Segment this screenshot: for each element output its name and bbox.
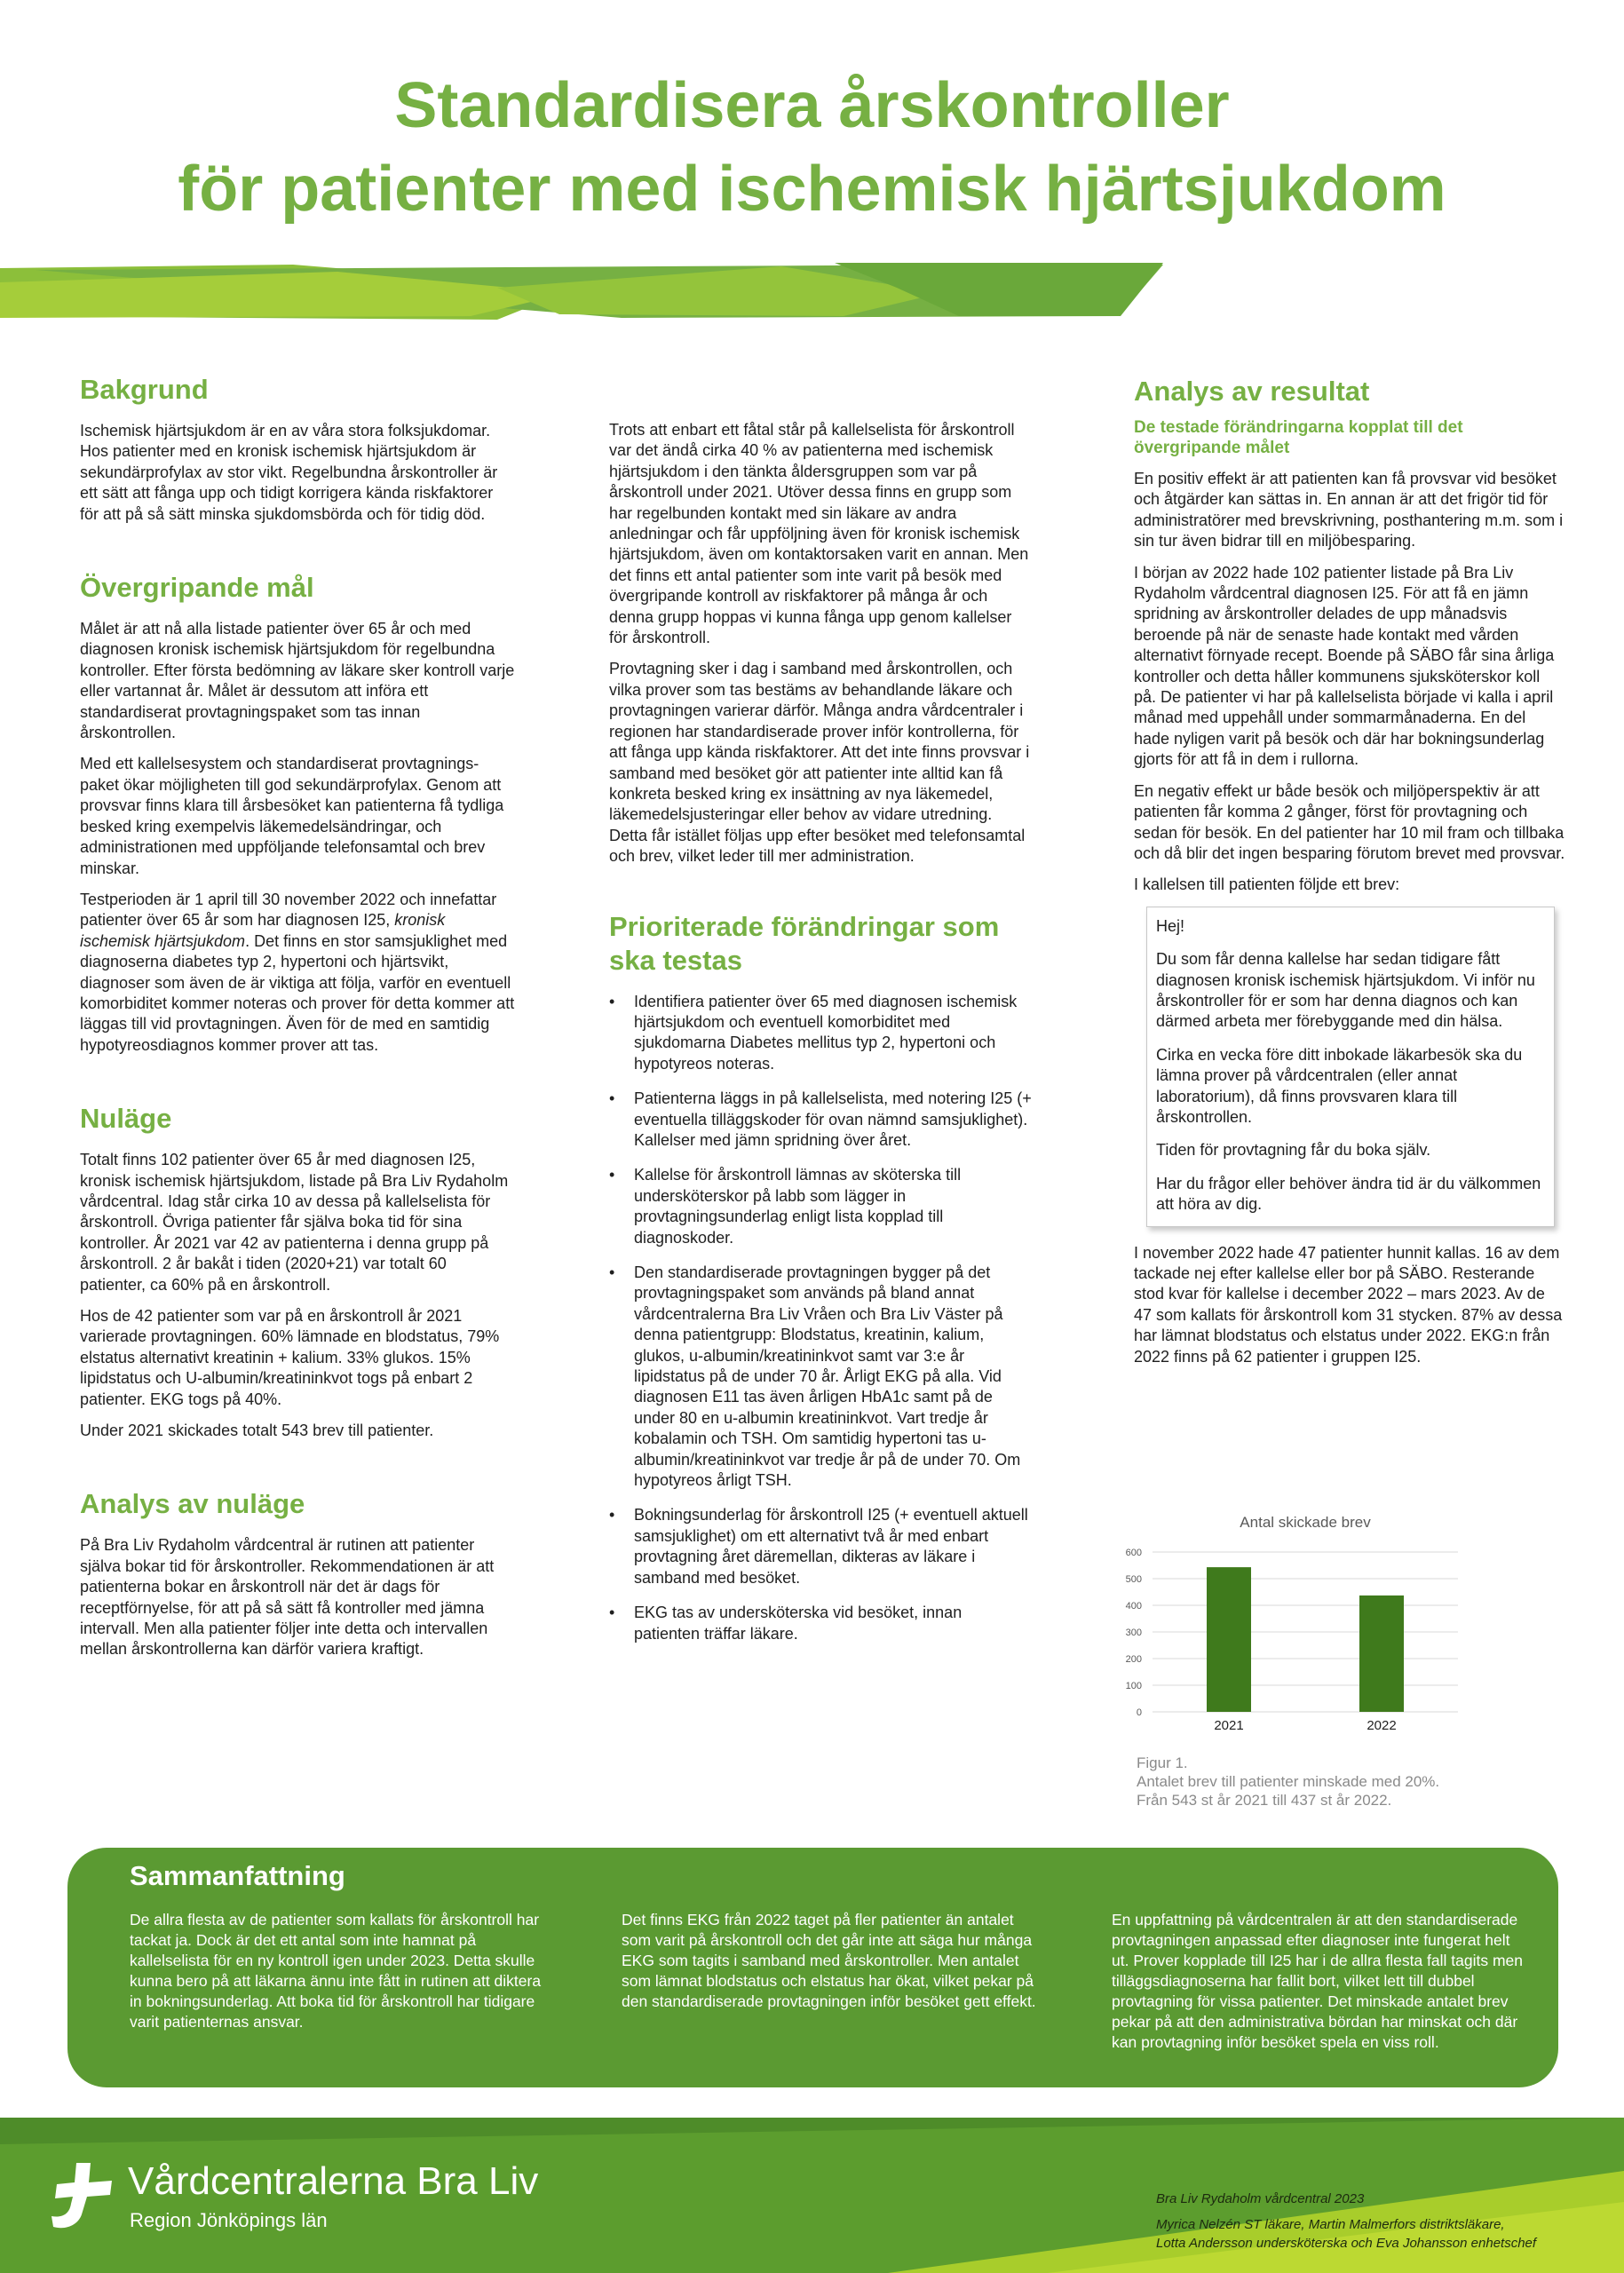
heading-prioriterade-forandringar: Prioriterade förändringar som ska testas bbox=[609, 910, 1000, 976]
title-line-1: Standardisera årskontroller bbox=[394, 70, 1230, 141]
diagnosis-name-italic: kronisk ischemisk hjärtsjukdom bbox=[80, 911, 446, 950]
analys-nulage-text: På Bra Liv Rydaholm vårdcentral är rutinen att patienter själva bokar tid för årskontroller. Rekommendationen är att patienterna bokar en årskontroll när det är dags för receptförnyelse, för att på så sätt få kontroller med jämna intervall. Men alla patienter följer inte detta och intervallen mellan årskontrollerna kan därför variera kraftigt. bbox=[80, 1536, 495, 1659]
list-item: • Patienterna läggs in på kallelselista, med notering I25 (+ eventuella tilläggskoder för ovan nämnd samsjuklighet). Kallelser med jämn spridning över året. bbox=[634, 1089, 1032, 1151]
subheading-forandringar: De testade förändringarna kopplat till det övergripande målet bbox=[1134, 418, 1463, 457]
summary-column-1: De allra flesta av de patienter som kallats för årskontroll har tackat ja. Dock är det ett antal som inte hamnat på kallelselista för en ny kontroll igen under 2023. Detta skulle kunna bero på att läkarna ännu inte fått in rutinen att diktera in bokningsunderlag. Att boka tid för årskontroll har tidigare varit patienternas ansvar. bbox=[130, 1911, 542, 2031]
credits-line-1: Bra Liv Rydaholm vårdcentral 2023 bbox=[1156, 2191, 1365, 2206]
letters-bar-chart bbox=[1121, 1509, 1476, 1740]
y-tick-label: 600 bbox=[1125, 1548, 1142, 1558]
middle-column bbox=[609, 420, 1032, 1659]
letter-paragraph-4: Har du frågor eller behöver ändra tid är du välkommen att höra av dig. bbox=[1156, 1174, 1541, 1214]
bra-liv-logo-icon bbox=[46, 2159, 119, 2232]
patient-letter-box bbox=[1146, 907, 1555, 1227]
list-item: • Bokningsunderlag för årskontroll I25 (+ eventuell aktuell samsjuklighet) om ett alternativt två år med enbart provtagning året däremellan, dikteras av läkare i samband med besöket. bbox=[634, 1505, 1032, 1588]
figure-caption-line-3: Från 543 st år 2021 till 437 st år 2022. bbox=[1137, 1792, 1392, 1809]
heading-nulage: Nuläge bbox=[80, 1103, 172, 1135]
figure-label: Figur 1. bbox=[1137, 1754, 1188, 1771]
title-line-2: för patienter med ischemisk hjärtsjukdom bbox=[178, 154, 1446, 225]
decorative-banner bbox=[0, 263, 1624, 320]
logo-region: Region Jönköpings län bbox=[130, 2209, 328, 2231]
resultat-paragraph-1: En positiv effekt är att patienten kan få provsvar vid besöket och åtgärder kan sättas in. En annan är att det frigör tid för administratörer med brevskrivning, posthantering m.m. som i sin tur även bidrar till en miljöbesparing. bbox=[1134, 470, 1564, 550]
figure-caption-line-2: Antalet brev till patienter minskade med 20%. bbox=[1137, 1773, 1440, 1790]
summary-panel bbox=[67, 1848, 1558, 2087]
chart-title: Antal skickade brev bbox=[1240, 1514, 1371, 1531]
mal-paragraph-1: Målet är att nå alla listade patienter över 65 år och med diagnosen kronisk ischemisk hjärtsjukdom för regelbundna kontroller. Efter första bedömning av läkare sker kontroll varje eller vartannat år. Målet är dessutom att införa ett standardiserat provtagningspaket som tas innan årskontrollen. bbox=[80, 620, 515, 742]
summary-column-3: En uppfattning på vårdcentralen är att den standardiserade provtagningen anpassad efter diagnoser inte fungerat helt ut. Prover kopplade till I25 har i de allra flesta fall tagits men tilläggsdiagnoserna har fallit bort, vilket lett till dubbel provtagning för vissa patienter. Det minskade antalet brev pekar på att den administrativa bördan har minskat och där kan provtagning inför besöket spela en viss roll. bbox=[1112, 1911, 1524, 2051]
nulage-paragraph-3: Under 2021 skickades totalt 543 brev till patienter. bbox=[80, 1422, 434, 1440]
heading-analys-av-nulage: Analys av nuläge bbox=[80, 1488, 305, 1520]
y-tick-label: 200 bbox=[1125, 1654, 1142, 1665]
bar-2022 bbox=[1359, 1596, 1404, 1712]
mal-paragraph-3-end: . Det finns en stor samsjuklighet med diagnoserna diabetes typ 2, hypertoni och hjärtsvikt, diagnoser som även de är viktiga att följa, varför en eventuell komorbiditet kommer noteras och prover för detta kommer att läggas till vid provtagningen. Även för de med en samtidig hypotyreosdiagnos kommer prover att tas. bbox=[80, 931, 515, 1054]
heading-bakgrund: Bakgrund bbox=[80, 374, 209, 405]
heading-overgripande-mal: Övergripande mål bbox=[80, 572, 314, 604]
x-tick-label: 2021 bbox=[1214, 1718, 1244, 1733]
mal-paragraph-2: Med ett kallelsesystem och standardiserat provtagnings-paket ökar möjligheten till god sekundärprofylax. Genom att provsvar finns klara till årsbesöket kan patienterna få tydliga besked kring exempelvis läkemedelsändringar, och administrationen med uppföljande telefonsamtal och brev minskar. bbox=[80, 755, 504, 877]
list-item: • Den standardiserade provtagningen bygger på det provtagningspaket som används på bland annat vårdcentralerna Bra Liv Vråen och Bra Liv Väster på denna patientgrupp: Blodstatus, kreatinin, kalium, glukos, u-albumin/kreatininkvot samt var 3:e år lipidstatus på de under 70 år. Årligt EKG på alla. Vid diagnosen E11 tas även årligen HbA1c samt på de under 80 en u-albumin kreatininkvot. Vart tredje år kobalamin och TSH. Om samtidig hypertoni tas u- albumin/kreatininkvot var tredje år på de under 70. Om hypotyreos årligt TSH. bbox=[634, 1263, 1032, 1491]
nulage-paragraph-2: Hos de 42 patienter som var på en årskontroll år 2021 varierade provtagningen. 60% lämnade en blodstatus, 79% elstatus alternativt kreatinin + kalium. 33% glukos. 15% lipidstatus och U-albumin/kreatininkvot togs på enbart 2 patienter. EKG togs på 40%. bbox=[80, 1307, 500, 1408]
summary-column-2: Det finns EKG från 2022 taget på fler patienter än antalet som varit på årskontroll och det går inte att säga hur många EKG som tagits i samband med årskontroller. Men antalet som lämnat blodstatus och elstatus har ökat, vilket pekar på den standardiserade provtagningen inför besöket gett effekt. bbox=[622, 1911, 1036, 2010]
credits-line-2: Myrica Nelzén ST läkare, Martin Malmerfors distriktsläkare, bbox=[1156, 2217, 1505, 2232]
resultat-paragraph-5: I november 2022 hade 47 patienter hunnit kallas. 16 av dem tackade nej efter kallelse eller bor på SÄBO. Resterande stod kvar för kallelse i december 2022 – mars 2023. Av de 47 som kallats för årskontroll kom 31 stycken. 87% av dessa har lämnat blodstatus och elstatus under 2022. EKG:n från 2022 finns på 62 patienter i gruppen I25. bbox=[1134, 1243, 1563, 1366]
left-column bbox=[80, 373, 515, 1671]
mid-paragraph-2: Provtagning sker i dag i samband med årskontrollen, och vilka prover som tas bestäms av behandlande läkare och provtagningen varierar därför. Många andra vårdcentraler i regionen har standardiserade prover inför kontrollerna, för att fånga upp kända riskfaktorer. Att det inte finns provsvar i samband med besöket gör att patienter inte alltid kan få konkreta besked kring ex insättning av nya läkemedel, läkemedelsjusteringar eller behov av vidare utredning. Detta får istället följas upp efter besöket med telefonsamtal och brev, vilket leder till mer administration. bbox=[609, 660, 1030, 866]
y-tick-label: 500 bbox=[1125, 1574, 1142, 1585]
changes-list bbox=[609, 992, 1032, 1644]
resultat-paragraph-3: En negativ effekt ur både besök och miljöperspektiv är att patienten får komma 2 gånger, först för provtagning och sedan för besök. En del patienter har 10 mil fram och tillbaka och då blir det ingen besparing förutom brevet med provsvar. bbox=[1134, 781, 1565, 862]
bar-2021 bbox=[1207, 1567, 1251, 1712]
mid-paragraph-1: Trots att enbart ett fåtal står på kallelselista för årskontroll var det ändå cirka 40 % av patienterna med ischemisk hjärtsjukdom i den tänkta åldersgruppen som var på årskontroll under 2021. Utöver dessa finns en grupp som har regelbunden kontakt med sin läkare av andra anledningar och får uppföljning även för kronisk ischemisk hjärtsjukdom, även om kontaktorsaken varit en annan. Men det finns ett antal patienter som inte varit på besök med övergripande kontroll av riskfaktorer på många år och denna grupp hoppas vi kunna fånga upp genom kallelser för årskontroll. bbox=[609, 421, 1029, 647]
letter-paragraph-1: Du som får denna kallelse har sedan tidigare fått diagnosen kronisk ischemisk hjärtsjukdom. Vi inför nu årskontroller för er som har denna diagnos och kan därmed arbeta mer förebyggande med din hälsa. bbox=[1156, 950, 1535, 1031]
list-item: • Kallelse för årskontroll lämnas av sköterska till undersköterskor på labb som lägger in provtagningsunderlag enligt lista kopplad till diagnoskoder. bbox=[634, 1165, 1032, 1248]
summary-heading: Sammanfattning bbox=[130, 1860, 345, 1891]
mal-paragraph-3 bbox=[80, 890, 515, 1056]
right-column bbox=[1134, 375, 1565, 1378]
x-tick-label: 2022 bbox=[1367, 1718, 1397, 1733]
y-tick-label: 0 bbox=[1136, 1707, 1142, 1718]
letter-greeting: Hej! bbox=[1156, 916, 1185, 935]
letter-paragraph-3: Tiden för provtagning får du boka själv. bbox=[1156, 1141, 1431, 1160]
resultat-paragraph-2: I början av 2022 hade 102 patienter listade på Bra Liv Rydaholm vårdcentral diagnosen I25. För att få en jämn spridning av årskontroller delades de upp månadsvis beroende på när de senaste hade kontakt med vården alternativt förnyade recept. Boende på SÄBO får sina årliga kontroller och detta håller kommunens sjuksköterskor koll på. De patienter vi har på kallelselista började vi kalla i april månad med uppehåll under sommarmånaderna. En del hade nyligen varit på besök och där har bokningsunderlag gjorts för att få in dem i rullorna. bbox=[1134, 563, 1555, 769]
mal-paragraph-3-start: Testperioden är 1 april till 30 november 2022 och innefattar patienter över 65 år som har diagnosen I25, bbox=[80, 890, 497, 930]
figure-caption bbox=[1137, 1754, 1509, 1810]
credits bbox=[1156, 2190, 1536, 2253]
heading-analys-av-resultat: Analys av resultat bbox=[1134, 376, 1370, 407]
logo-name: Vårdcentralerna Bra Liv bbox=[128, 2159, 539, 2203]
page-title bbox=[0, 64, 1624, 231]
nulage-paragraph-1: Totalt finns 102 patienter över 65 år med diagnosen I25, kronisk ischemisk hjärtsjukdom, listade på Bra Liv Rydaholm vårdcentral. Idag står cirka 10 av dessa på kallelselista för årskontroll. Övriga patienter får själva boka tid för sina kontroller. År 2021 var 42 av patienterna i denna grupp på årskontroll. 2 år bakåt i tiden (2020+21) var totalt 60 patienter, ca 60% på en årskontroll. bbox=[80, 1151, 509, 1294]
letter-paragraph-2: Cirka en vecka före ditt inbokade läkarbesök ska du lämna prover på vårdcentralen (eller annat laboratorium), då finns provsvaren klara till årskontrollen. bbox=[1156, 1045, 1523, 1126]
list-item: • Identifiera patienter över 65 med diagnosen ischemisk hjärtsjukdom och eventuell komorbiditet med sjukdomarna Diabetes mellitus typ 2, hypertoni och hypotyreos noteras. bbox=[634, 992, 1032, 1075]
credits-line-3: Lotta Andersson undersköterska och Eva Johansson enhetschef bbox=[1156, 2236, 1537, 2251]
y-tick-label: 100 bbox=[1125, 1681, 1142, 1691]
resultat-paragraph-4: I kallelsen till patienten följde ett brev: bbox=[1134, 875, 1400, 894]
list-item: • EKG tas av undersköterska vid besöket, innan patienten träffar läkare. bbox=[634, 1603, 1032, 1644]
y-tick-label: 300 bbox=[1125, 1628, 1142, 1638]
bakgrund-text: Ischemisk hjärtsjukdom är en av våra stora folksjukdomar. Hos patienter med en kronisk ischemisk hjärtsjukdom är sekundärprofylax av stor vikt. Regelbundna årskontroller är ett sätt att fånga upp och tidigt korrigera kända riskfaktorer för att på så sätt minska sjukdomsbörda och för tidig död. bbox=[80, 422, 498, 523]
y-tick-label: 400 bbox=[1125, 1601, 1142, 1612]
